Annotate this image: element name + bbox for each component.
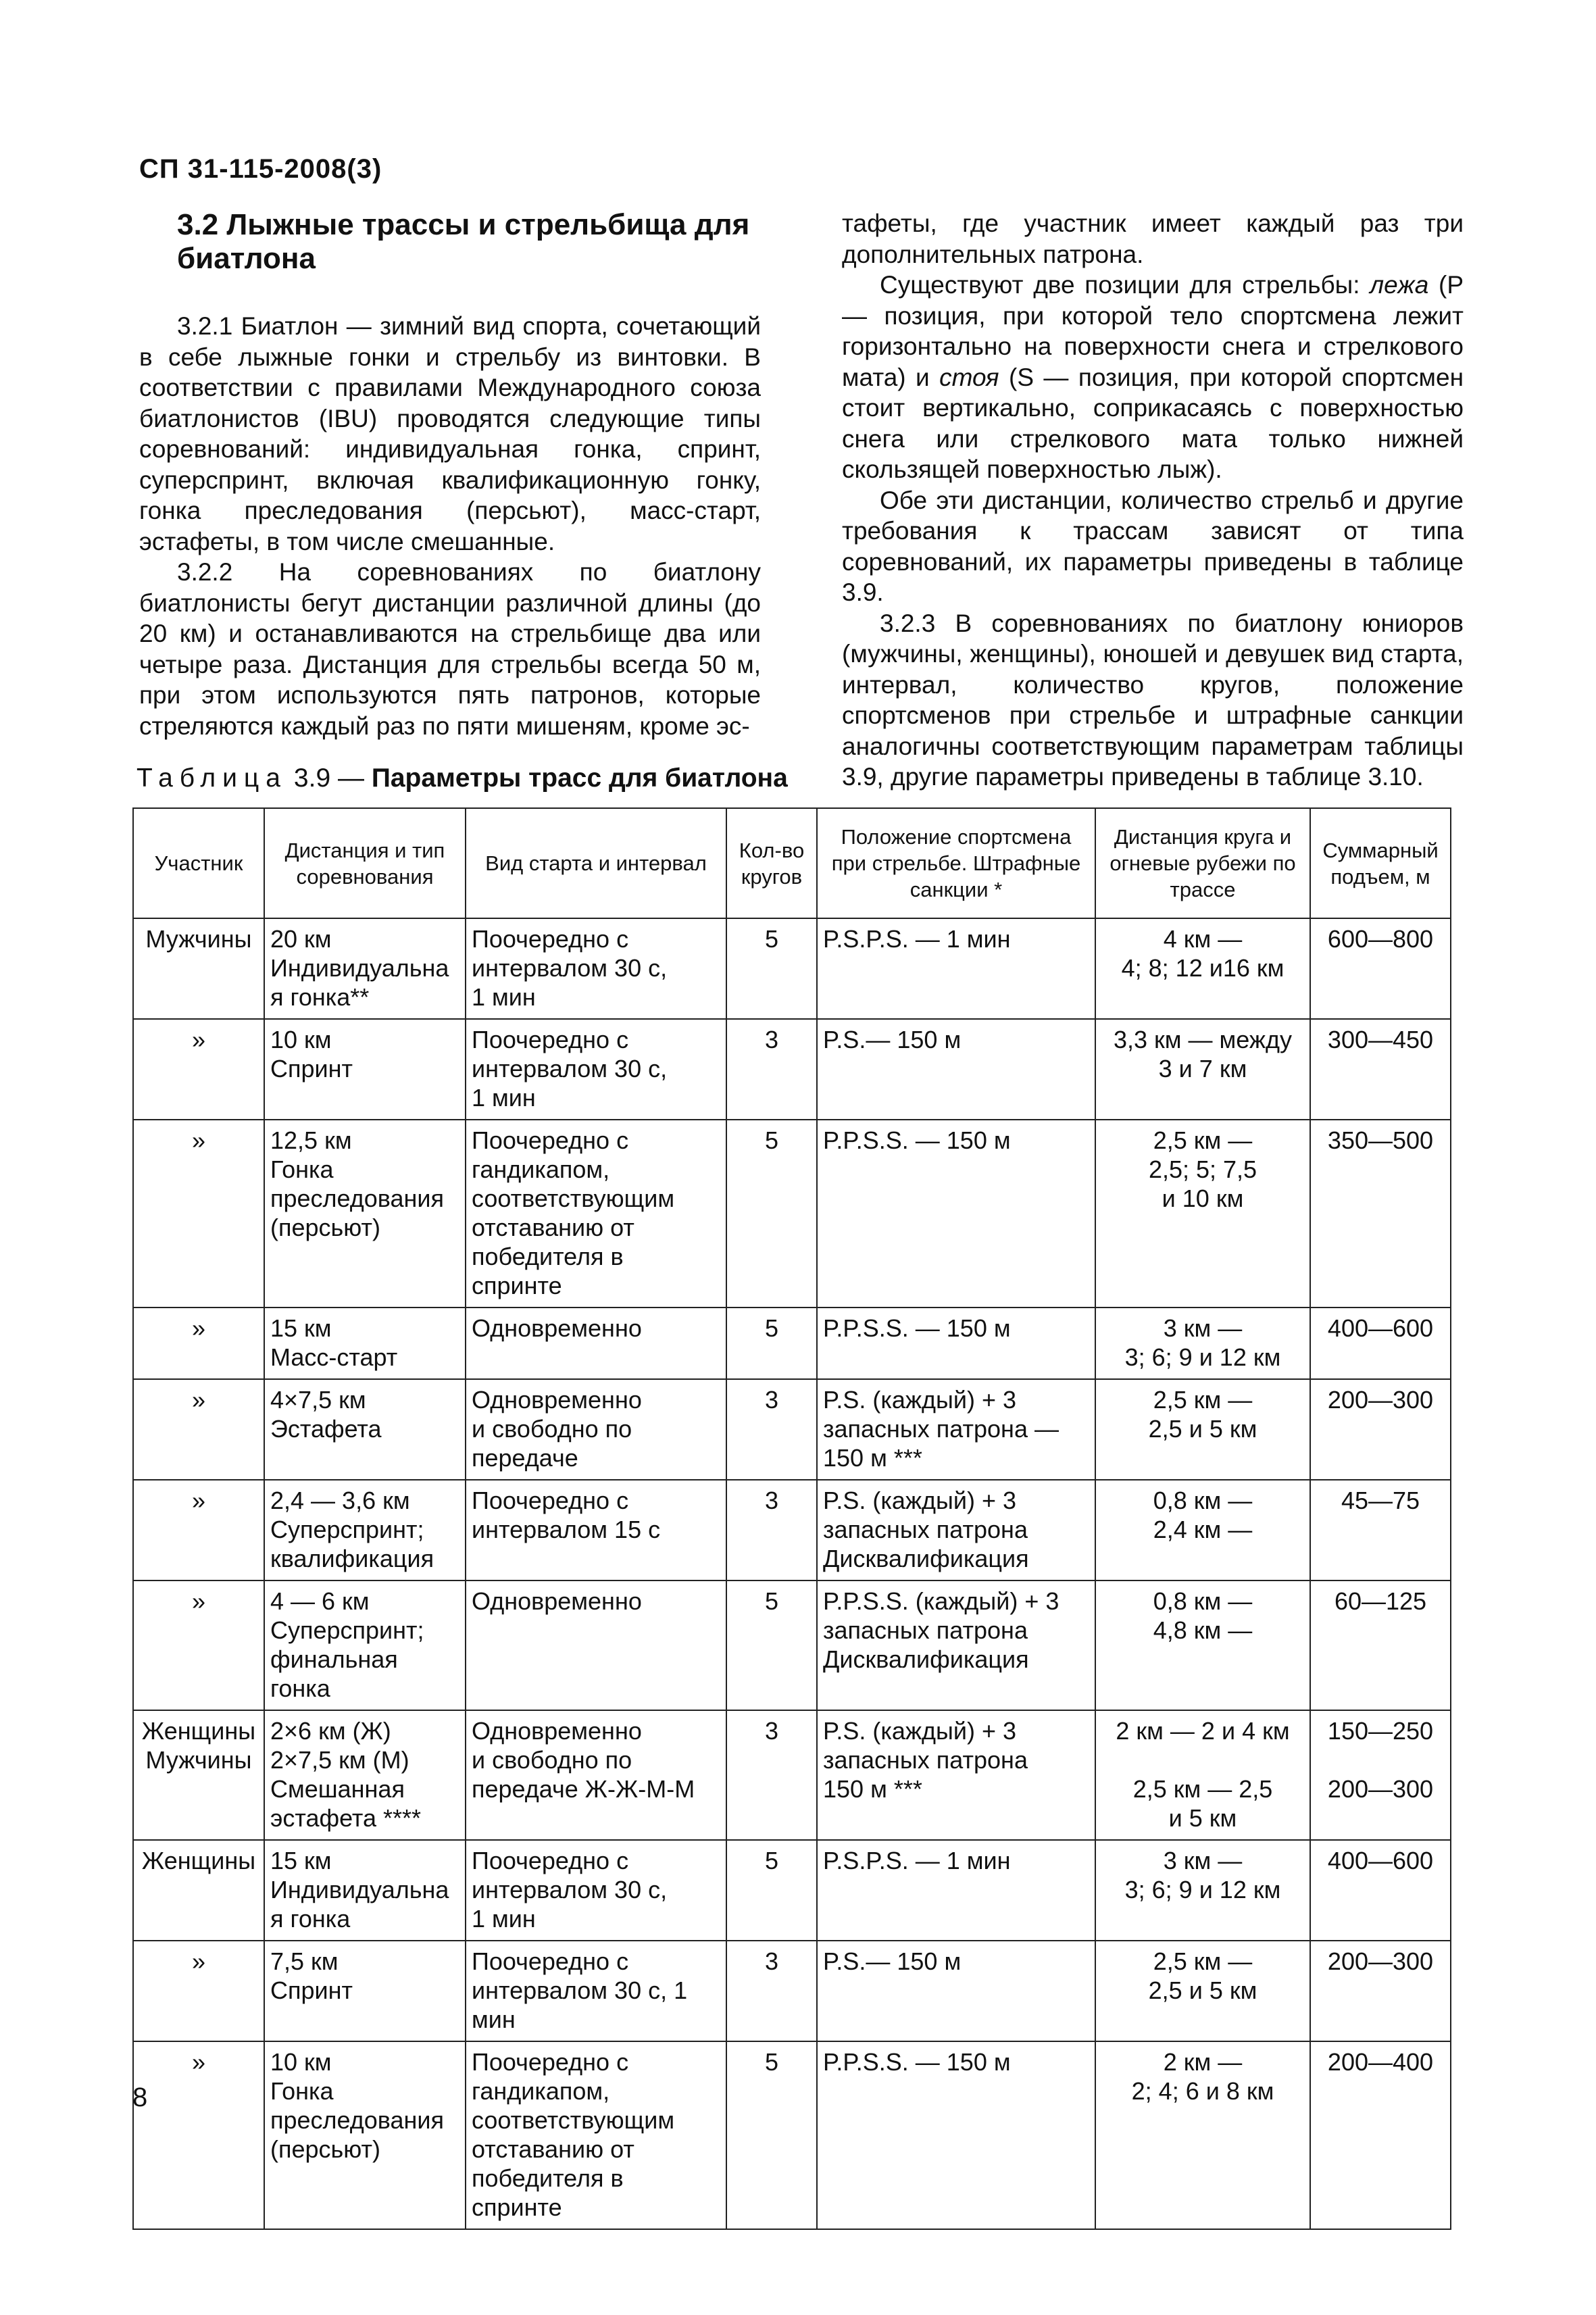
cell-participant: » bbox=[133, 1480, 264, 1580]
cell-total-climb: 400—600 bbox=[1310, 1308, 1451, 1379]
text-fragment: (S — позиция, при которой спортсмен стоит вертикально, соприкасаясь с поверхностью снега или стрелкового мата только нижней скользящей поверхностью лыж). bbox=[842, 363, 1464, 483]
table-caption-word: Таблица bbox=[136, 764, 287, 793]
table-caption-number: 3.9 — bbox=[293, 764, 364, 793]
cell-shooting-penalty: P.S.P.S. — 1 мин bbox=[817, 1840, 1095, 1941]
cell-lap-distance: 2,5 км — 2,5 и 5 км bbox=[1095, 1379, 1310, 1480]
column-header-start: Вид старта и интервал bbox=[466, 808, 726, 918]
cell-distance: 2×6 км (Ж) 2×7,5 км (М) Смешанная эстафета **** bbox=[264, 1710, 466, 1840]
cell-participant: Женщины Мужчины bbox=[133, 1710, 264, 1840]
cell-lap-distance: 4 км — 4; 8; 12 и16 км bbox=[1095, 918, 1310, 1019]
cell-distance: 10 км Гонка преследования (персьют) bbox=[264, 2041, 466, 2229]
table-row bbox=[133, 2041, 1451, 2229]
cell-total-climb: 350—500 bbox=[1310, 1120, 1451, 1308]
paragraph-continuation: тафеты, где участник имеет каждый раз три дополнительных патрона. bbox=[842, 209, 1464, 268]
cell-laps: 3 bbox=[726, 1019, 817, 1120]
cell-start-interval: Поочередно с гандикапом, соответствующим отставанию от победителя в спринте bbox=[466, 1120, 726, 1308]
table-caption bbox=[136, 764, 788, 793]
cell-shooting-penalty: P.S. (каждый) + 3 запасных патрона 150 м *** bbox=[817, 1710, 1095, 1840]
cell-start-interval: Одновременно и свободно по передаче bbox=[466, 1379, 726, 1480]
paragraph-3-2-3: 3.2.3 В соревнованиях по биатлону юниоров (мужчины, женщины), юношей и девушек вид старта, интервал, количество кругов, положение спортсменов при стрельбе и штрафные санкции аналогичны соответствующим параметрам таблицы 3.9, другие параметры приведены в таблице 3.10. bbox=[842, 609, 1464, 791]
cell-shooting-penalty: P.P.S.S. — 150 м bbox=[817, 1120, 1095, 1308]
column-header-lap-distance: Дистанция круга и огневые рубежи по трассе bbox=[1095, 808, 1310, 918]
cell-laps: 3 bbox=[726, 1480, 817, 1580]
cell-distance: 2,4 — 3,6 км Суперспринт; квалификация bbox=[264, 1480, 466, 1580]
cell-lap-distance: 2,5 км — 2,5; 5; 7,5 и 10 км bbox=[1095, 1120, 1310, 1308]
section-heading: 3.2 Лыжные трассы и стрельбища для биатлона bbox=[177, 208, 750, 275]
cell-distance: 12,5 км Гонка преследования (персьют) bbox=[264, 1120, 466, 1308]
cell-laps: 5 bbox=[726, 1308, 817, 1379]
column-header-participant: Участник bbox=[133, 808, 264, 918]
paragraph-distances-reference: Обе эти дистанции, количество стрельб и другие требования к трассам зависят от типа соревнований, их параметры приведены в таблице 3.9. bbox=[842, 486, 1464, 606]
table-body bbox=[133, 918, 1451, 2229]
paragraph-3-2-2: 3.2.2 На соревнованиях по биатлону биатлонисты бегут дистанции различной длины (до 20 км) и останавливаются на стрельбище два или четыре раза. Дистанция для стрельбы всегда 50 м, при этом используются пять патронов, которые стреляются каждый раз по пяти мишеням, кроме эс- bbox=[139, 558, 761, 740]
cell-participant: » bbox=[133, 1308, 264, 1379]
cell-shooting-penalty: P.S.P.S. — 1 мин bbox=[817, 918, 1095, 1019]
cell-lap-distance: 3,3 км — между 3 и 7 км bbox=[1095, 1019, 1310, 1120]
cell-start-interval: Одновременно bbox=[466, 1580, 726, 1710]
paragraph-shooting-positions bbox=[842, 270, 1464, 485]
column-header-shooting: Положение спортсмена при стрельбе. Штрафные санкции * bbox=[817, 808, 1095, 918]
cell-total-climb: 300—450 bbox=[1310, 1019, 1451, 1120]
cell-lap-distance: 2,5 км — 2,5 и 5 км bbox=[1095, 1941, 1310, 2041]
cell-distance: 4×7,5 км Эстафета bbox=[264, 1379, 466, 1480]
cell-laps: 5 bbox=[726, 1580, 817, 1710]
standing-term: стоя bbox=[939, 363, 999, 391]
cell-laps: 3 bbox=[726, 1941, 817, 2041]
cell-start-interval: Поочередно с интервалом 30 с, 1 мин bbox=[466, 1019, 726, 1120]
cell-total-climb: 200—300 bbox=[1310, 1941, 1451, 2041]
cell-laps: 3 bbox=[726, 1710, 817, 1840]
cell-lap-distance: 3 км — 3; 6; 9 и 12 км bbox=[1095, 1840, 1310, 1941]
table-row bbox=[133, 1480, 1451, 1580]
cell-shooting-penalty: P.S.— 150 м bbox=[817, 1941, 1095, 2041]
cell-lap-distance: 0,8 км — 2,4 км — bbox=[1095, 1480, 1310, 1580]
cell-laps: 5 bbox=[726, 2041, 817, 2229]
cell-start-interval: Поочередно с интервалом 30 с, 1 мин bbox=[466, 918, 726, 1019]
cell-shooting-penalty: P.S.— 150 м bbox=[817, 1019, 1095, 1120]
column-header-distance: Дистанция и тип соревнования bbox=[264, 808, 466, 918]
cell-total-climb: 45—75 bbox=[1310, 1480, 1451, 1580]
cell-shooting-penalty: P.S. (каждый) + 3 запасных патрона — 150 м *** bbox=[817, 1379, 1095, 1480]
cell-participant: » bbox=[133, 1379, 264, 1480]
page-number: 8 bbox=[132, 2083, 148, 2112]
cell-shooting-penalty: P.S. (каждый) + 3 запасных патрона Дисквалификация bbox=[817, 1480, 1095, 1580]
table-row bbox=[133, 1941, 1451, 2041]
cell-lap-distance: 0,8 км — 4,8 км — bbox=[1095, 1580, 1310, 1710]
paragraph-3-2-1: 3.2.1 Биатлон — зимний вид спорта, сочетающий в себе лыжные гонки и стрельбу из винтовки. В соответствии с правилами Международного союза биатлонистов (IBU) проводятся следующие типы соревнований: индивидуальная гонка, спринт, суперспринт, включая квалификационную гонку, гонка преследования (персьют), масс-старт, эстафеты, в том числе смешанные. bbox=[139, 312, 761, 555]
cell-total-climb: 150—250 200—300 bbox=[1310, 1710, 1451, 1840]
cell-distance: 10 км Спринт bbox=[264, 1019, 466, 1120]
cell-participant: » bbox=[133, 1580, 264, 1710]
right-column bbox=[842, 208, 1464, 793]
cell-participant: » bbox=[133, 1019, 264, 1120]
cell-participant: Мужчины bbox=[133, 918, 264, 1019]
left-column bbox=[139, 208, 761, 741]
column-header-climb: Суммарный подъем, м bbox=[1310, 808, 1451, 918]
cell-start-interval: Одновременно bbox=[466, 1308, 726, 1379]
biathlon-parameters-table bbox=[132, 807, 1451, 2230]
table-row bbox=[133, 1308, 1451, 1379]
text-fragment: (Р — позиция, при которой тело спортсмена лежит горизонтально на поверхности снега и стрелкового мата) и bbox=[842, 271, 1464, 391]
cell-total-climb: 200—300 bbox=[1310, 1379, 1451, 1480]
cell-lap-distance: 3 км — 3; 6; 9 и 12 км bbox=[1095, 1308, 1310, 1379]
cell-participant: » bbox=[133, 1120, 264, 1308]
prone-term: лежа bbox=[1370, 271, 1429, 299]
cell-total-climb: 400—600 bbox=[1310, 1840, 1451, 1941]
column-header-laps: Кол-во кругов bbox=[726, 808, 817, 918]
table-row bbox=[133, 1580, 1451, 1710]
cell-laps: 5 bbox=[726, 1120, 817, 1308]
cell-distance: 15 км Масс-старт bbox=[264, 1308, 466, 1379]
cell-distance: 20 км Индивидуальная гонка** bbox=[264, 918, 466, 1019]
cell-laps: 5 bbox=[726, 918, 817, 1019]
cell-total-climb: 600—800 bbox=[1310, 918, 1451, 1019]
cell-shooting-penalty: P.P.S.S. (каждый) + 3 запасных патрона Дисквалификация bbox=[817, 1580, 1095, 1710]
cell-start-interval: Поочередно с интервалом 15 с bbox=[466, 1480, 726, 1580]
table-row bbox=[133, 1379, 1451, 1480]
table-caption-title: Параметры трасс для биатлона bbox=[371, 764, 788, 793]
cell-shooting-penalty: P.P.S.S. — 150 м bbox=[817, 1308, 1095, 1379]
text-fragment: Существуют две позиции для стрельбы: bbox=[880, 271, 1370, 299]
cell-participant: » bbox=[133, 1941, 264, 2041]
table-row bbox=[133, 1710, 1451, 1840]
cell-laps: 3 bbox=[726, 1379, 817, 1480]
table-row bbox=[133, 1019, 1451, 1120]
cell-participant: » bbox=[133, 2041, 264, 2229]
cell-distance: 15 км Индивидуальная гонка bbox=[264, 1840, 466, 1941]
cell-shooting-penalty: P.P.S.S. — 150 м bbox=[817, 2041, 1095, 2229]
cell-start-interval: Поочередно с интервалом 30 с, 1 мин bbox=[466, 1941, 726, 2041]
table-row bbox=[133, 1840, 1451, 1941]
table-row bbox=[133, 1120, 1451, 1308]
cell-lap-distance: 2 км — 2 и 4 км 2,5 км — 2,5 и 5 км bbox=[1095, 1710, 1310, 1840]
cell-laps: 5 bbox=[726, 1840, 817, 1941]
table-header-row bbox=[133, 808, 1451, 918]
cell-distance: 7,5 км Спринт bbox=[264, 1941, 466, 2041]
cell-total-climb: 200—400 bbox=[1310, 2041, 1451, 2229]
cell-start-interval: Одновременно и свободно по передаче Ж-Ж-М-М bbox=[466, 1710, 726, 1840]
table-row bbox=[133, 918, 1451, 1019]
document-code: СП 31-115-2008(3) bbox=[139, 154, 382, 184]
cell-start-interval: Поочередно с гандикапом, соответствующим отставанию от победителя в спринте bbox=[466, 2041, 726, 2229]
cell-participant: Женщины bbox=[133, 1840, 264, 1941]
cell-total-climb: 60—125 bbox=[1310, 1580, 1451, 1710]
cell-start-interval: Поочередно с интервалом 30 с, 1 мин bbox=[466, 1840, 726, 1941]
cell-lap-distance: 2 км — 2; 4; 6 и 8 км bbox=[1095, 2041, 1310, 2229]
cell-distance: 4 — 6 км Суперспринт; финальная гонка bbox=[264, 1580, 466, 1710]
